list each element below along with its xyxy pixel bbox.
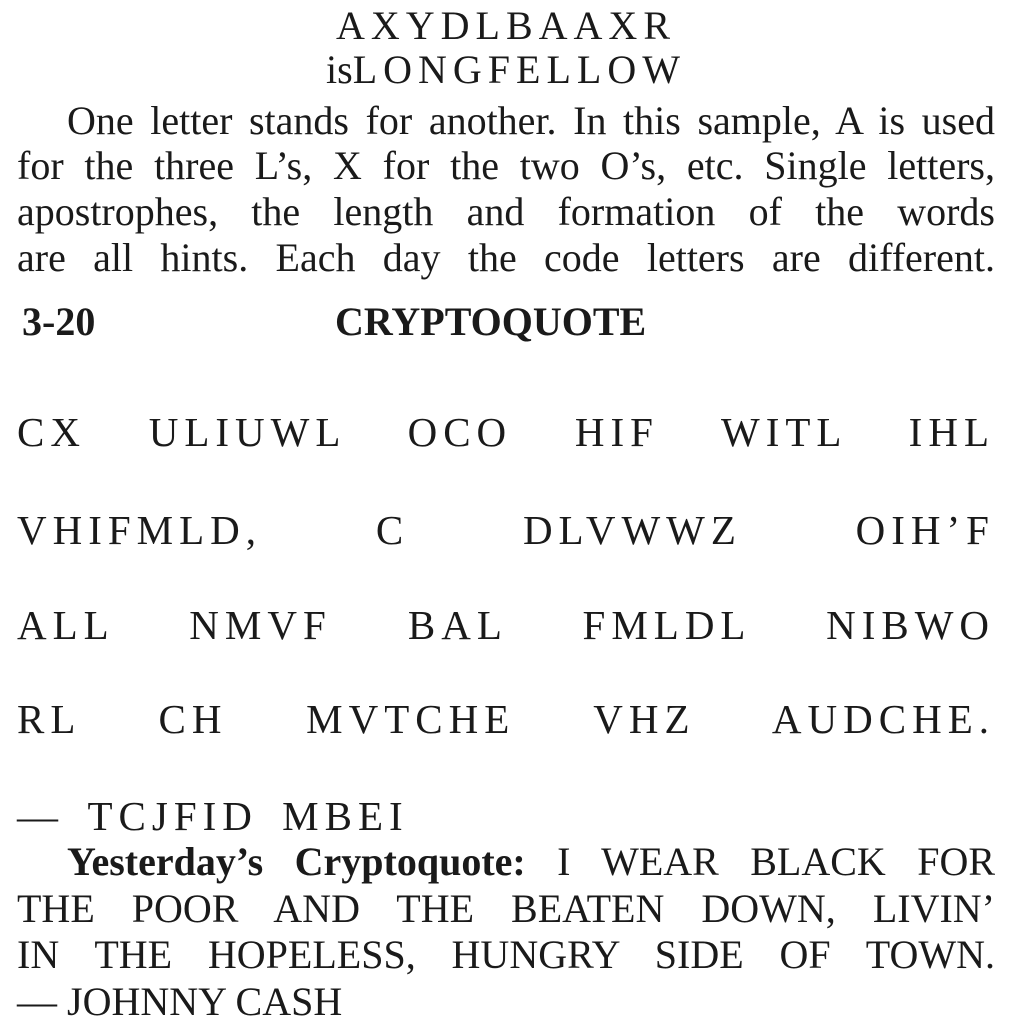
instructions-line: One letter stands for another. In this sample, A is used [67, 98, 995, 143]
yesterday-line [17, 839, 996, 884]
puzzle-author: — TCJFID MBEI [17, 793, 409, 839]
puzzle-line: CX ULIUWL OCO HIF WITL IHL [17, 409, 995, 455]
instructions-line: apostrophes, the length and formation of the words [17, 189, 995, 234]
puzzle-date: 3-20 [22, 299, 96, 344]
yesterday-line: THE POOR AND THE BEATEN DOWN, LIVIN’ [17, 886, 995, 931]
sample-cipher: AXYDLBAAXR [336, 3, 676, 48]
sample-plain [17, 47, 995, 92]
instructions-line: are all hints. Each day the code letters are different. [17, 235, 995, 280]
instructions-line: for the three L’s, X for the two O’s, etc. Single letters, [17, 143, 995, 188]
yesterday-text: I WEAR BLACK FOR [557, 839, 996, 884]
puzzle-header [17, 299, 995, 346]
yesterday-line: IN THE HOPELESS, HUNGRY SIDE OF TOWN. [17, 932, 995, 977]
puzzle-line: RL CH MVTCHE VHZ AUDCHE. [17, 696, 995, 742]
yesterday-author: — JOHNNY CASH [17, 979, 343, 1024]
sample-plain-word: LONGFELLOW [352, 47, 686, 92]
sample-is-word: is [326, 47, 353, 92]
yesterday-label: Yesterday’s Cryptoquote: [67, 839, 526, 884]
puzzle-title: CRYPTOQUOTE [335, 299, 647, 344]
puzzle-line: VHIFMLD, C DLVWWZ OIH’F [17, 507, 995, 553]
puzzle-line: ALL NMVF BAL FMLDL NIBWO [17, 602, 995, 648]
